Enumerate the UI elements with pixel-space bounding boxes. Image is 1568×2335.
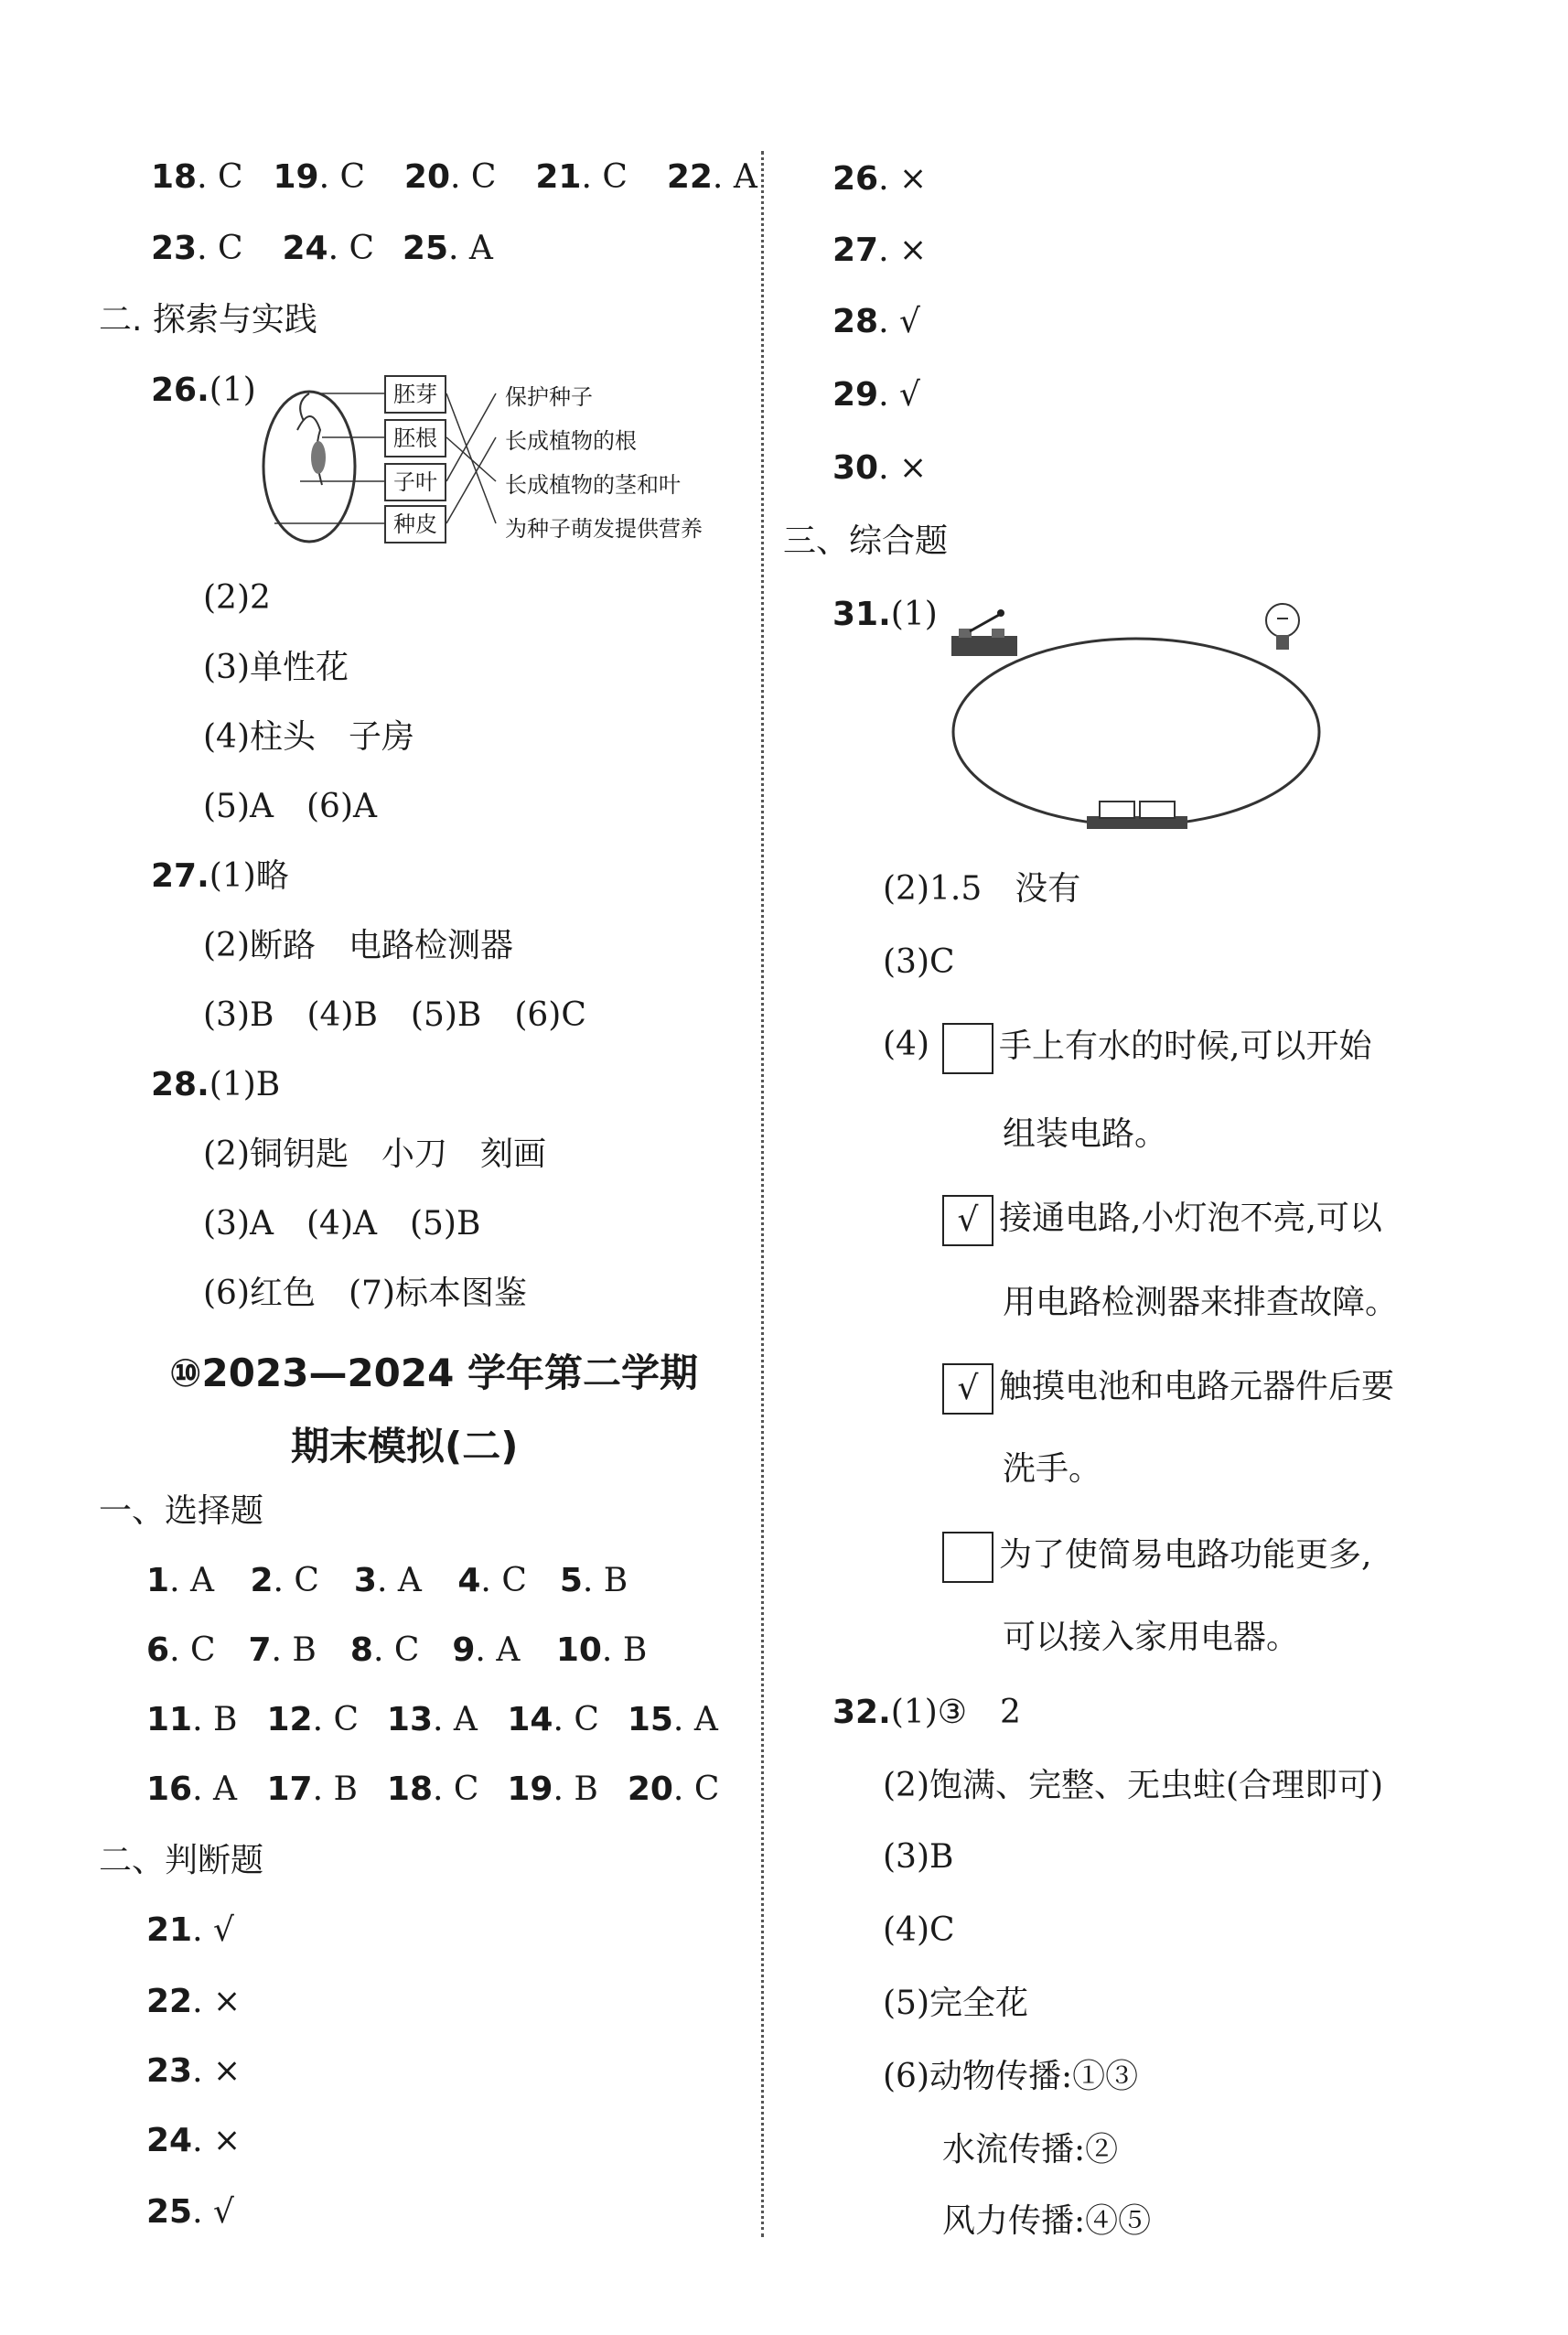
answer: (1)③ 2 xyxy=(890,1694,1021,1731)
tf-answer: 21. √ xyxy=(146,1911,234,1949)
answer: C xyxy=(349,230,374,267)
answer: A xyxy=(397,1562,422,1599)
answer-line: (3)A (4)A (5)B xyxy=(203,1205,481,1243)
answer: × xyxy=(899,449,928,487)
battery-icon xyxy=(1087,802,1187,829)
answer-line: (3)B (4)B (5)B (6)C xyxy=(203,996,586,1034)
answer: C xyxy=(501,1562,527,1599)
q-number: 5 xyxy=(559,1562,583,1599)
q-number: 26. xyxy=(151,371,209,409)
answer: B xyxy=(622,1631,648,1669)
answer: B xyxy=(213,1701,238,1738)
part-label: (4) xyxy=(883,1026,929,1063)
switch-icon xyxy=(951,609,1017,656)
mc-row-2: 23. C 24. C 25. A xyxy=(151,230,493,267)
answer: A xyxy=(468,230,493,267)
q-number: 23 xyxy=(151,230,198,267)
tf-answer: 29. √ xyxy=(832,376,920,414)
answer-line: (5)A (6)A xyxy=(203,788,377,825)
q-number: 31. xyxy=(832,596,891,633)
q-number: 26 xyxy=(832,160,879,198)
answer-line: (2)饱满、完整、无虫蛀(合理即可) xyxy=(883,1767,1384,1804)
option-text: 接通电路,小灯泡不亮,可以 xyxy=(999,1200,1382,1237)
tf-answer: 25. √ xyxy=(146,2193,234,2231)
exam-title: ⑩2023—2024 学年第二学期 xyxy=(169,1350,698,1395)
tf-answer: 27. × xyxy=(832,231,928,269)
label-box-cotyledon: 子叶 xyxy=(384,463,446,501)
function-label: 长成植物的茎和叶 xyxy=(505,472,681,498)
answer-line: (4)C xyxy=(883,1911,955,1949)
q-number: 19 xyxy=(507,1770,553,1808)
section-heading: 二. 探索与实践 xyxy=(99,301,317,339)
q-number: 19 xyxy=(273,158,319,196)
option-line xyxy=(942,1023,1371,1074)
seed-diagram xyxy=(256,366,741,549)
answer: C xyxy=(218,158,243,196)
checkbox: √ xyxy=(942,1195,993,1246)
option-continuation: 组装电路。 xyxy=(1003,1115,1168,1153)
checkbox: √ xyxy=(942,1363,993,1415)
q-number: 2 xyxy=(250,1562,274,1599)
answer: C xyxy=(470,158,497,196)
option-continuation: 用电路检测器来排查故障。 xyxy=(1003,1284,1399,1321)
label-box-seed-coat: 种皮 xyxy=(384,505,446,543)
option-continuation: 洗手。 xyxy=(1003,1450,1102,1488)
option-line xyxy=(942,1532,1371,1583)
q-number: 10 xyxy=(555,1631,602,1669)
answer: A xyxy=(189,1562,214,1599)
part-label: (1) xyxy=(209,371,256,409)
q-number: 21 xyxy=(535,158,582,196)
circuit-diagram xyxy=(933,595,1354,842)
mc2-row: 11. B 12. C 13. A 14. C 15. A xyxy=(146,1701,718,1738)
option-text: 触摸电池和电路元器件后要 xyxy=(999,1368,1395,1405)
label-box-plumule: 胚芽 xyxy=(384,375,446,414)
answer: C xyxy=(602,158,628,196)
q-number: 27 xyxy=(832,231,879,269)
q-number: 27. xyxy=(151,857,209,895)
q-number: 8 xyxy=(349,1631,373,1669)
answer: C xyxy=(453,1770,479,1808)
answer: B xyxy=(333,1770,358,1808)
q-number: 3 xyxy=(353,1562,377,1599)
section-heading: 三、综合题 xyxy=(783,522,949,560)
answer: C xyxy=(333,1701,359,1738)
q-number: 32. xyxy=(832,1694,891,1731)
checkbox xyxy=(942,1532,993,1583)
answer: √ xyxy=(213,2193,234,2231)
q-number: 7 xyxy=(248,1631,272,1669)
mc2-row: 16. A 17. B 18. C 19. B 20. C xyxy=(146,1770,720,1808)
q-number: 22 xyxy=(666,158,713,196)
mc2-row: 6. C 7. B 8. C 9. A 10. B xyxy=(146,1631,648,1669)
answer: (1)B xyxy=(209,1066,281,1103)
answer: C xyxy=(294,1562,319,1599)
q-number: 22 xyxy=(146,1983,193,2020)
q-number: 13 xyxy=(386,1701,434,1738)
tf-answer: 24. × xyxy=(146,2122,242,2159)
section-heading: 一、选择题 xyxy=(99,1492,264,1530)
answer: B xyxy=(603,1562,628,1599)
q-number: 16 xyxy=(146,1770,193,1808)
tf-answer: 22. × xyxy=(146,1983,242,2020)
q-number: 1 xyxy=(146,1562,170,1599)
answer-line: (4)柱头 子房 xyxy=(203,718,414,756)
q-number: 24 xyxy=(146,2122,193,2159)
answer: √ xyxy=(213,1911,234,1949)
option-text: 为了使简易电路功能更多, xyxy=(999,1536,1372,1574)
answer-line: (3)单性花 xyxy=(203,649,349,686)
mc-row-1: 18. C 19. C 20. C 21. C 22. A xyxy=(151,158,757,196)
answer: × xyxy=(899,160,928,198)
q-number: 17 xyxy=(266,1770,313,1808)
function-label: 为种子萌发提供营养 xyxy=(505,516,703,542)
q28-first-line xyxy=(151,1065,280,1105)
option-line xyxy=(942,1195,1382,1246)
q-number: 12 xyxy=(266,1701,313,1738)
answer: √ xyxy=(899,303,920,340)
q-number: 4 xyxy=(457,1562,481,1599)
q-number: 11 xyxy=(146,1701,193,1738)
answer: × xyxy=(213,2052,242,2090)
answer: × xyxy=(213,2122,242,2159)
q-number: 20 xyxy=(627,1770,673,1808)
q-number: 23 xyxy=(146,2052,193,2090)
section-heading: 二、判断题 xyxy=(99,1842,264,1879)
q-number: 25 xyxy=(402,230,449,267)
answer-line: (2)2 xyxy=(203,579,271,617)
q-number: 20 xyxy=(403,158,451,196)
q-number: 29 xyxy=(832,376,879,414)
q27-first-line xyxy=(151,856,289,897)
answer-line: (2)铜钥匙 小刀 刻画 xyxy=(203,1135,546,1173)
answer: C xyxy=(693,1770,720,1808)
q-number: 15 xyxy=(627,1701,673,1738)
exam-subtitle: 期末模拟(二) xyxy=(291,1424,519,1469)
answer: A xyxy=(453,1701,478,1738)
answer: C xyxy=(574,1701,599,1738)
answer: A xyxy=(213,1770,237,1808)
q-number: 28. xyxy=(151,1066,209,1103)
q-number: 24 xyxy=(282,230,328,267)
answer: B xyxy=(574,1770,598,1808)
answer-line: (5)完全花 xyxy=(883,1985,1028,2022)
function-label: 长成植物的根 xyxy=(505,428,637,454)
q-number: 21 xyxy=(146,1911,193,1949)
q-number: 6 xyxy=(146,1631,170,1669)
mc2-row: 1. A 2. C 3. A 4. C 5. B xyxy=(146,1562,628,1599)
answer: (1)略 xyxy=(209,857,289,895)
answer-line: 水流传播:② xyxy=(942,2131,1119,2168)
checkbox xyxy=(942,1023,993,1074)
answer: A xyxy=(496,1631,521,1669)
tf-answer: 23. × xyxy=(146,2052,242,2090)
q-number: 30 xyxy=(832,449,879,487)
part-label: (1) xyxy=(890,596,938,633)
q-number: 14 xyxy=(507,1701,553,1738)
answer: √ xyxy=(899,376,920,414)
q31-heading xyxy=(832,595,938,635)
answer: C xyxy=(393,1631,420,1669)
option-text: 手上有水的时候,可以开始 xyxy=(999,1028,1372,1065)
answer: C xyxy=(189,1631,216,1669)
tf-answer: 28. √ xyxy=(832,303,920,340)
q-number: 18 xyxy=(386,1770,434,1808)
answer: × xyxy=(213,1983,242,2020)
label-box-radicle: 胚根 xyxy=(384,419,446,457)
function-label: 保护种子 xyxy=(505,384,593,410)
answer-line: (6)红色 (7)标本图鉴 xyxy=(203,1275,527,1312)
q-number: 28 xyxy=(832,303,879,340)
answer-line: (3)C xyxy=(883,943,955,981)
q-number: 25 xyxy=(146,2193,193,2231)
tf-answer: 26. × xyxy=(832,160,928,198)
column-divider xyxy=(761,151,764,2237)
answer-line: (3)B xyxy=(883,1838,954,1876)
answer: A xyxy=(733,158,757,196)
answer-line: (6)动物传播:①③ xyxy=(883,2058,1139,2095)
answer: C xyxy=(218,230,243,267)
answer: × xyxy=(899,231,928,269)
q26-heading xyxy=(151,371,256,411)
answer: C xyxy=(339,158,365,196)
answer: B xyxy=(292,1631,317,1669)
answer: A xyxy=(693,1701,718,1738)
q-number: 9 xyxy=(452,1631,476,1669)
q32-first-line xyxy=(832,1693,1021,1733)
answer-line: 风力传播:④⑤ xyxy=(942,2202,1152,2240)
option-line xyxy=(942,1363,1394,1415)
tf-answer: 30. × xyxy=(832,449,928,487)
bulb-icon xyxy=(1266,604,1299,650)
option-continuation: 可以接入家用电器。 xyxy=(1003,1619,1300,1656)
answer-line: (2)1.5 没有 xyxy=(883,870,1081,908)
q-number: 18 xyxy=(151,158,198,196)
answer-line: (2)断路 电路检测器 xyxy=(203,927,513,964)
